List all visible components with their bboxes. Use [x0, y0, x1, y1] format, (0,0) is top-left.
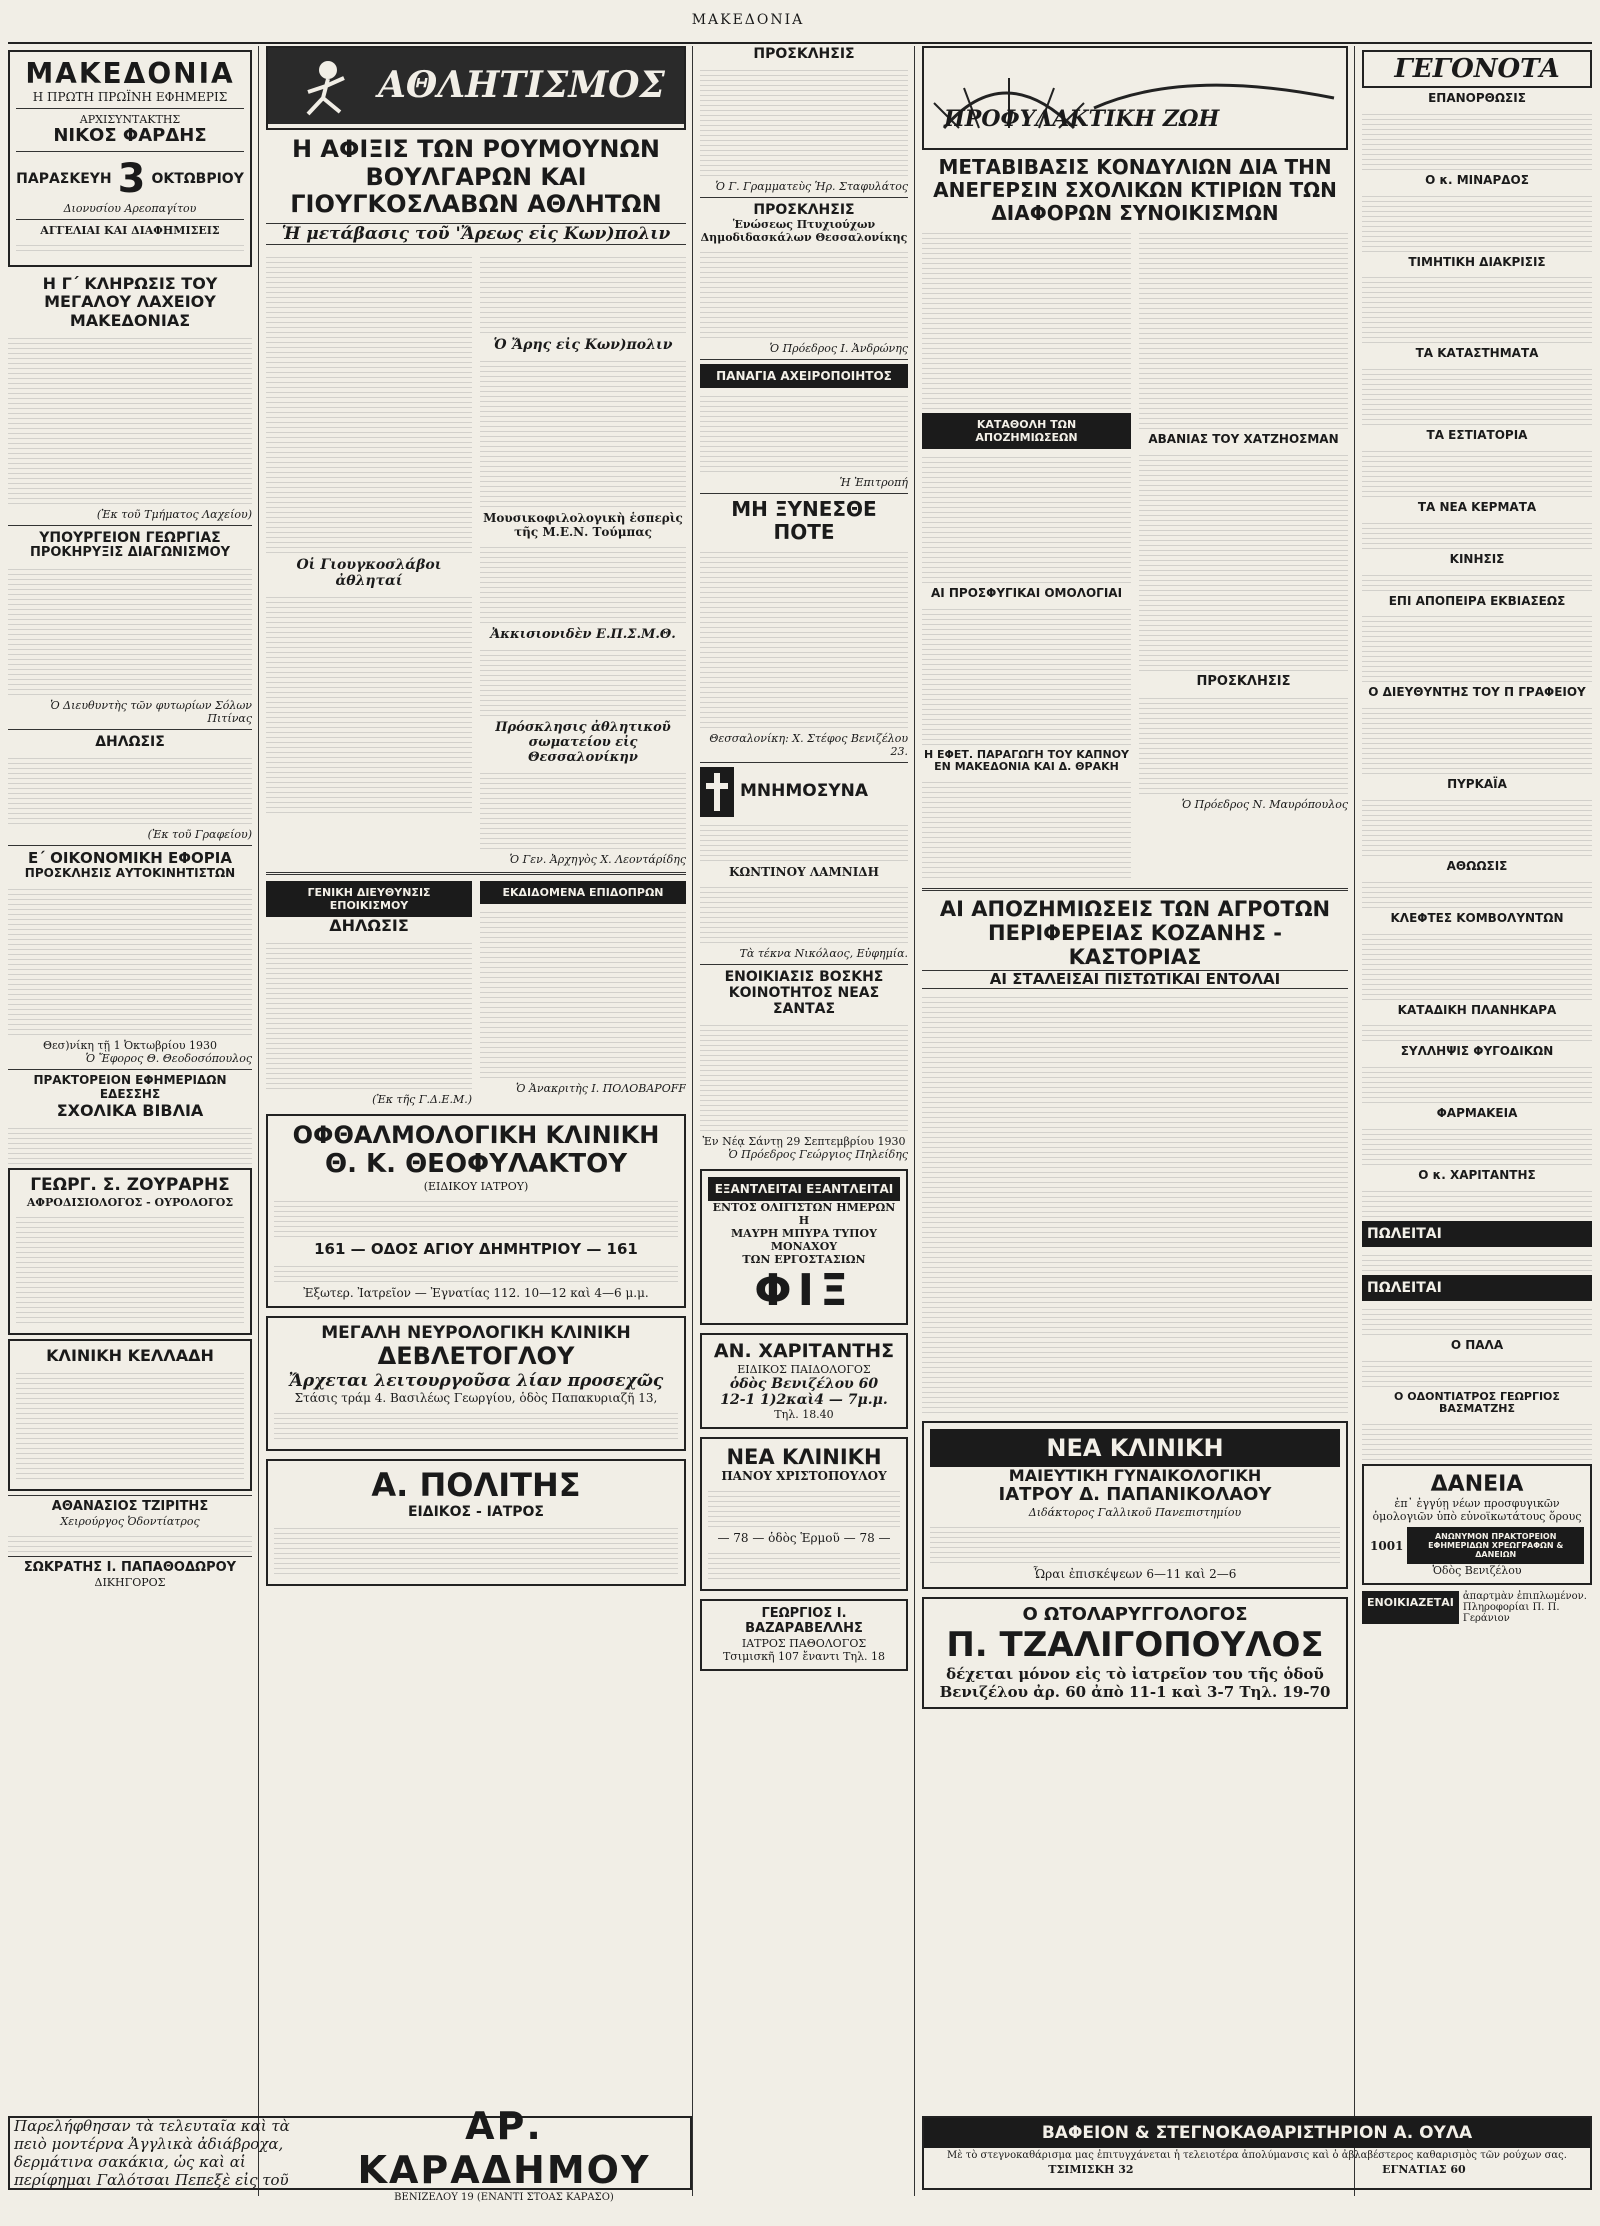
dyeworks-ad	[922, 2116, 1592, 2190]
ophthalmology-specialty: (ΕΙΔΙΚΟΥ ΙΑΤΡΟΥ)	[423, 1179, 529, 1193]
fix-sold-out: ΕΞΑΝΤΛΕΙΤΑΙ ΕΞΑΝΤΛΕΙΤΑΙ	[708, 1177, 900, 1201]
church-signature: Ἡ Ἐπιτροπή	[839, 476, 908, 490]
compensations-subhead: ΚΑΤΑΘΟΛΗ ΤΩΝ ΑΠΟΖΗΜΙΩΣΕΩΝ	[922, 413, 1131, 449]
charitantis-address: ὁδὸς Βενιζέλου 60	[729, 1375, 879, 1392]
neurology-name: ΔΕΒΛΕΤΟΓΛΟΥ	[377, 1342, 575, 1371]
declaration-signature: (Ἐκ τοῦ Γραφείου)	[147, 828, 252, 842]
dyeworks-address-1: ΤΣΙΜΙΣΚΗ 32	[1048, 2163, 1134, 2176]
tziritis-specialty: Χειρούργος Ὀδοντίατρος	[60, 1515, 200, 1529]
column-rule	[258, 46, 259, 2196]
date-number: 3	[117, 155, 146, 202]
invitation-subhead: ΠΡΟΣΚΛΗΣΙΣ	[1196, 673, 1291, 689]
fix-line-2: ΕΝΤΟΣ ΟΛΙΓΙΣΤΩΝ ΗΜΕΡΩΝ Η	[712, 1201, 896, 1228]
events-head-7: ΚΙΝΗΣΙΣ	[1449, 551, 1505, 566]
dyeworks-heading: ΒΑΦΕΙΟΝ & ΣΤΕΓΝΟΚΑΘΑΡΙΣΤΗΡΙΟΝ Α. ΟΥΛΑ	[924, 2118, 1590, 2148]
events-head-16: Ο κ. ΧΑΡΙΤΑΝΤΗΣ	[1418, 1167, 1536, 1182]
never-heading: ΜΗ ΞΥΝΕΣΘΕ ΠΟΤΕ	[731, 497, 877, 545]
events-head-12: ΚΛΕΦΤΕΣ ΚΟΜΒΟΛΥΝΤΩΝ	[1390, 910, 1564, 925]
zourar-ad	[8, 1168, 252, 1335]
karadimos-address: ΒΕΝΙΖΕΛΟΥ 19 (ΕΝΑΝΤΙ ΣΤΟΑΣ ΚΑΡΑΣΟ)	[394, 2191, 614, 2203]
politis-ad	[266, 1459, 686, 1586]
tax-date: Θεσ)νίκη τῇ 1 Ὀκτωβρίου 1930	[42, 1039, 218, 1053]
editor-role: ΑΡΧΙΣΥΝΤΑΚΤΗΣ	[79, 113, 181, 127]
vazaravellis-address: Τσιμισκῆ 107 ἔναντι Τηλ. 18	[722, 1649, 886, 1663]
masthead-box	[8, 50, 252, 267]
fix-brand: ΦΙΞ	[754, 1265, 854, 1317]
published-notices-signature: Ὁ Ἀνακριτὴς Ι. ΠΟΛΟΒΑΡΟFF	[516, 1081, 686, 1095]
column-rule	[914, 46, 915, 2196]
karadimos-text: Παρελήφθησαν τὰ τελευταῖα καὶ τὰ πειὸ μοντέρνα Ἀγγλικὰ ἀδιάβροχα, δερμάτινα σακάκια, ὡς καὶ αἱ περίφημαι Γαλότσαι Πεπεξὲ εἰς τοῦ	[14, 2117, 290, 2189]
subhead-invitation: Πρόσκλησις ἀθλητικοῦ σωματείου εἰς Θεσσαλονίκην	[495, 719, 671, 765]
karadimos-ad	[8, 2103, 692, 2203]
column-2	[266, 46, 686, 2106]
saint-of-day: Διονυσίου Αρεοπαγίτου	[63, 201, 197, 215]
maternity-clinic-type: ΜΑΙΕΥΤΙΚΗ ΓΥΝΑΙΚΟΛΟΓΙΚΗ	[1008, 1465, 1262, 1485]
dyeworks-text: Μὲ τὸ στεγνοκαθάρισμα μας ἐπιτυγχάνεται ἡ τελειοτέρα ἀπολύμανσις καὶ ὁ ἀβλαβέστερος καθαρισμὸς τῶν ρούχων σας.	[947, 2150, 1567, 2161]
masthead: ΜΑΚΕΔΟΝΙΑ	[691, 12, 805, 28]
maternity-clinic-doctor: ΙΑΤΡΟΥ Δ. ΠΑΠΑΝΙΚΟΛΑΟΥ	[998, 1484, 1272, 1506]
loans-ad	[1362, 1464, 1592, 1585]
invitation-2-signature: Ὁ Πρόεδρος Ι. Ἀνδρώνης	[769, 342, 908, 356]
charitantis-hours: 12-1 1)2καὶ4 — 7μ.μ.	[720, 1391, 888, 1408]
neurology-opening: Ἄρχεται λειτουργοῦσα λίαν προσεχῶς	[288, 1371, 664, 1392]
maternity-clinic-hours: Ὧραι ἐπισκέψεων 6—11 καὶ 2—6	[1033, 1566, 1237, 1581]
column-5	[1362, 46, 1592, 2106]
for-sale-1: ΠΩΛΕΙΤΑΙ	[1362, 1221, 1592, 1247]
vazaravellis-specialty: ΙΑΤΡΟΣ ΠΑΘΟΛΟΓΟΣ	[741, 1636, 867, 1650]
cross-icon	[700, 767, 734, 817]
new-clinic-title: ΝΕΑ ΚΛΙΝΙΚΗ	[726, 1444, 882, 1469]
events-head-14: ΣΥΛΛΗΨΙΣ ΦΥΓΟΔΙΚΩΝ	[1400, 1044, 1554, 1059]
events-head-9: Ο ΔΙΕΥΘΥΝΤΗΣ ΤΟΥ Π ΓΡΑΦΕΙΟΥ	[1368, 685, 1586, 700]
published-notices-heading: ΕΚΔΙΔΟΜΕΝΑ ΕΠΙΔΟΠΡΩΝ	[480, 881, 686, 904]
sports-banner	[266, 46, 686, 130]
dyeworks-address-2: ΕΓΝΑΤΙΑΣ 60	[1382, 2163, 1466, 2176]
rental-text: ἀπαρτμὰν ἐπιπλωμένον. Πληροφορίαι Π. Π. Γεράνιον	[1462, 1591, 1587, 1625]
fix-beer-ad	[700, 1169, 908, 1325]
events-head-11: ΑΘΩΩΣΙΣ	[1446, 858, 1508, 873]
settlement-directorate-heading: ΓΕΝΙΚΗ ΔΙΕΥΘΥΝΣΙΣ ΕΠΟΙΚΙΣΜΟΥ	[266, 881, 472, 917]
editor-name: ΝΙΚΟΣ ΦΑΡΔΗΣ	[53, 125, 207, 147]
never-signature: Θεσσαλονίκη: Χ. Στέφος Βενιζέλου 23.	[709, 732, 908, 759]
dentist-heading: Ο ΟΔΟΝΤΙΑΤΡΟΣ ΓΕΩΡΓΙΟΣ ΒΑΣΜΑΤΖΗΣ	[1394, 1389, 1560, 1416]
memorial-heading: ΜΝΗΜΟΣΥΝΑ	[740, 781, 869, 802]
politis-specialty: ΕΙΔΙΚΟΣ - ΙΑΤΡΟΣ	[407, 1503, 544, 1520]
sports-headline: Η ΑΦΙΞΙΣ ΤΩΝ ΡΟΥΜΟΥΝΩΝ ΒΟΥΛΓΑΡΩΝ ΚΑΙ ΓΙΟΥΓΚΟΣΛΑΒΩΝ ΑΘΛΗΤΩΝ	[290, 135, 662, 219]
neurology-title: ΜΕΓΑΛΗ ΝΕΥΡΟΛΟΓΙΚΗ ΚΛΙΝΙΚΗ	[321, 1322, 631, 1343]
bottom-ads-row	[8, 2103, 1592, 2203]
kellad-clinic-name: ΚΛΙΝΙΚΗ ΚΕΛΛΑΔΗ	[46, 1345, 214, 1365]
pasture-lease-heading: ΕΝΟΙΚΙΑΣΙΣ ΒΟΣΚΗΣ ΚΟΙΝΟΤΗΤΟΣ ΝΕΑΣ ΣΑΝΤΑΣ	[724, 969, 884, 1018]
tax-office-heading: Ε΄ ΟΙΚΟΝΟΜΙΚΗ ΕΦΟΡΙΑ	[28, 849, 232, 868]
new-clinic-doctor: ΠΑΝΟΥ ΧΡΙΣΤΟΠΟΥΛΟΥ	[721, 1469, 887, 1484]
events-head-10: ΠΥΡΚΑΪΑ	[1447, 777, 1507, 792]
ent-name: Π. ΤΖΑΛΙΓΟΠΟΥΛΟΣ	[946, 1624, 1324, 1665]
charitantis-phone: Τηλ. 18.40	[774, 1407, 834, 1421]
paper-title: ΜΑΚΕΔΟΝΙΑ	[25, 57, 235, 90]
events-head-17: Ο ΠΑΛΑ	[1450, 1337, 1504, 1352]
zourar-name: ΓΕΩΡΓ. Σ. ΖΟΥΡΑΡΗΣ	[30, 1175, 230, 1196]
memorial-block	[700, 767, 908, 817]
events-head-15: ΦΑΡΜΑΚΕΙΑ	[1436, 1106, 1518, 1121]
notices-row	[266, 881, 686, 1106]
tax-signature: Ὁ Ἔφορος Θ. Θεοδοσόπουλος	[85, 1052, 252, 1066]
events-head-2: Ο κ. ΜΙΝΑΡΔΟΣ	[1425, 172, 1529, 187]
ent-line-1: δέχεται μόνον εἰς τὸ ἰατρεῖον του τῆς ὁδοῦ	[946, 1664, 1324, 1683]
ads-heading: ΑΓΓΕΛΙΑΙ ΚΑΙ ΔΙΑΦΗΜΙΣΕΙΣ	[40, 223, 220, 237]
subhead-yugoslavs: Οἱ Γιουγκοσλάβοι ἀθληταί	[296, 556, 442, 589]
kellad-clinic-ad	[8, 1339, 252, 1491]
issue-date	[16, 156, 244, 202]
contest-heading: ΠΡΟΚΗΡΥΞΙΣ ΔΙΑΓΩΝΙΣΜΟΥ	[29, 545, 231, 561]
declaration-heading: ΔΗΛΩΣΙΣ	[95, 734, 165, 751]
tobacco-subhead: Η ΕΦΕΤ. ΠΑΡΑΓΩΓΗ ΤΟΥ ΚΑΠΝΟΥ ΕΝ ΜΑΚΕΔΟΝΙΑ ΚΑΙ Δ. ΘΡΑΚΗ	[923, 747, 1130, 774]
pasture-lease-signature: Ὁ Πρόεδρος Γεώργιος Πηλείδης	[728, 1148, 908, 1162]
tziritis-name: ΑΘΑΝΑΣΙΟΣ ΤΖΙΡΙΤΗΣ	[51, 1499, 209, 1515]
ministry-heading: ΥΠΟΥΡΓΕΙΟΝ ΓΕΩΡΓΙΑΣ	[39, 530, 221, 547]
funds-headline: ΜΕΤΑΒΙΒΑΣΙΣ ΚΟΝΔΥΛΙΩΝ ΔΙΑ ΤΗΝ ΑΝΕΓΕΡΣΙΝ ΣΧΟΛΙΚΩΝ ΚΤΙΡΙΩΝ ΤΩΝ ΔΙΑΦΟΡΩΝ ΣΥΝΟΙΚΙΣΜΩΝ	[933, 155, 1337, 225]
charitantis-specialty: ΕΙΔΙΚΟΣ ΠΑΙΔΟΛΟΓΟΣ	[737, 1362, 871, 1376]
events-head-1: ΕΠΑΝΟΡΘΩΣΙΣ	[1428, 91, 1526, 105]
top-border	[8, 8, 1592, 44]
fix-line-4: ΤΩΝ ΕΡΓΟΣΤΑΣΙΩΝ	[742, 1253, 866, 1267]
sports-signature: Ὁ Γεν. Ἀρχηγὸς Χ. Λεοντάρίδης	[509, 852, 686, 866]
politis-name: Α. ΠΟΛΙΤΗΣ	[371, 1466, 581, 1505]
events-head-4: ΤΑ ΚΑΤΑΣΤΗΜΑΤΑ	[1415, 346, 1539, 361]
sports-deck: Ἡ μετάβασις τοῦ 'Ἄρεως εἰς Κων)πολιν	[266, 223, 686, 245]
date-month: ΟΚΤΩΒΡΙΟΥ	[151, 170, 244, 187]
events-head-6: ΤΑ ΝΕΑ ΚΕΡΜΑΤΑ	[1417, 499, 1537, 514]
invitation-2-subheading: Ἑνώσεως Πτυχιούχων Δημοδιδασκάλων Θεσσαλονίκης	[700, 218, 908, 245]
subhead-music-evening: Μουσικοφιλολογικὴ ἑσπερὶς τῆς Μ.Ε.Ν. Τούμπας	[483, 510, 683, 539]
ent-line-2: Βενιζέλου ἀρ. 60 ἀπὸ 11-1 καὶ 3-7 Τηλ. 19-70	[939, 1682, 1331, 1701]
events-head-3: ΤΙΜΗΤΙΚΗ ΔΙΑΚΡΙΣΙΣ	[1408, 254, 1546, 269]
events-head-13: ΚΑΤΑΔΙΚΗ ΠΛΑΝΗΚΑΡΑ	[1397, 1002, 1557, 1017]
events-section-title: ΓΕΓΟΝΟΤΑ	[1394, 54, 1560, 84]
maternity-clinic-credentials: Διδάκτορος Γαλλικοῦ Πανεπιστημίου	[1028, 1505, 1242, 1519]
chatziosman-subhead: ΑΒΑΝΙΑΣ ΤΟΥ ΧΑΤΖΗΟΣΜΑΝ	[1148, 432, 1339, 446]
events-banner	[1362, 50, 1592, 88]
invitation-1-heading: ΠΡΟΣΚΛΗΣΙΣ	[753, 46, 855, 62]
funds-article	[922, 225, 1348, 882]
memorial-name: ΚΩΝΤΙΝΟΥ ΛΑΜΝΙΔΗ	[729, 865, 879, 880]
neurology-address: Στάσις τράμ 4. Βασιλέως Γεωργίου, ὁδὸς Παπακυριαζῆ 13,	[294, 1391, 658, 1406]
ophthalmology-address: 161 — ΟΔΟΣ ΑΓΙΟΥ ΔΗΜΗΤΡΙΟΥ — 161	[314, 1239, 638, 1258]
contest-signature: Ὁ Διευθυντὴς τῶν φυτωρίων Σόλων Πιτίνας	[50, 699, 252, 726]
subhead-aris: Ὁ Ἄρης εἰς Κων)πολιν	[493, 336, 673, 353]
vazaravellis-ad	[700, 1599, 908, 1671]
lottery-heading: Η Γ΄ ΚΛΗΡΩΣΙΣ ΤΟΥ ΜΕΓΑΛΟΥ ΛΑΧΕΙΟΥ ΜΑΚΕΔΟΝΙΑΣ	[42, 273, 218, 330]
health-banner	[922, 46, 1348, 150]
loans-text: ἐπ᾽ ἐγγύῃ νέων προσφυγικῶν ὁμολογιῶν ὑπὸ εὐνοϊκωτάτους ὅρους	[1372, 1497, 1582, 1524]
school-books-heading: ΣΧΟΛΙΚΑ ΒΙΒΛΙΑ	[56, 1100, 204, 1120]
karadimos-brand: ΑΡ. ΚΑΡΑΔΗΜΟΥ	[357, 2103, 651, 2192]
column-rule	[1354, 46, 1355, 2196]
charitantis-ad	[700, 1333, 908, 1429]
events-head-8: ΕΠΙ ΑΠΟΠΕΙΡΑ ΕΚΒΙΑΣΕΩΣ	[1388, 593, 1566, 608]
sports-article	[266, 249, 686, 866]
loans-address: Ὁδὸς Βενιζέλου	[1432, 1564, 1522, 1578]
ent-title: Ο ΩΤΟΛΑΡΥΓΓΟΛΟΓΟΣ	[1022, 1603, 1248, 1625]
ophthalmology-doctor: Θ. Κ. ΘΕΟΦΥΛΑΚΤΟΥ	[324, 1148, 628, 1179]
ophthalmology-hours: Ἐξωτερ. Ἰατρεῖον — Ἐγνατίας 112. 10—12 καὶ 4—6 μ.μ.	[303, 1285, 649, 1300]
column-4	[922, 46, 1348, 2106]
neurology-ad	[266, 1316, 686, 1451]
lawyer-title: ΔΙΚΗΓΟΡΟΣ	[94, 1576, 166, 1590]
column-rule	[692, 46, 693, 2196]
church-heading: ΠΑΝΑΓΙΑ ΑΧΕΙΡΟΠΟΙΗΤΟΣ	[700, 364, 908, 388]
ent-ad	[922, 1597, 1348, 1709]
column-1	[8, 46, 252, 2106]
pasture-lease-date: Ἐν Νέᾳ Σάντῃ 29 Σεπτεμβρίου 1930	[702, 1135, 906, 1149]
loans-number: 1001	[1370, 1538, 1404, 1553]
ophthalmology-title: ΟΦΘΑΛΜΟΛΟΓΙΚΗ ΚΛΙΝΙΚΗ	[292, 1121, 660, 1150]
bonds-subhead: ΑΙ ΠΡΟΣΦΥΓΙΚΑΙ ΟΜΟΛΟΓΙΑΙ	[930, 586, 1123, 600]
new-clinic-address: — 78 — ὁδὸς Ἑρμοῦ — 78 —	[717, 1531, 891, 1546]
settlement-signature: (Ἐκ τῆς Γ.Δ.Ε.Μ.)	[372, 1093, 472, 1107]
tax-office-subheading: ΠΡΟΣΚΛΗΣΙΣ ΑΥΤΟΚΙΝΗΤΙΣΤΩΝ	[24, 866, 236, 881]
invitation-signature: Ὁ Πρόεδρος Ν. Μαυρόπουλος	[1181, 797, 1348, 811]
farmers-subheading: ΑΙ ΣΤΑΛΕΙΣΑΙ ΠΙΣΤΩΤΙΚΑΙ ΕΝΤΟΛΑΙ	[922, 970, 1348, 989]
maternity-clinic-title: ΝΕΑ ΚΛΙΝΙΚΗ	[930, 1429, 1340, 1467]
column-3	[700, 46, 908, 2106]
ophthalmology-ad	[266, 1114, 686, 1308]
rental-heading: ΕΝΟΙΚΙΑΖΕΤΑΙ	[1362, 1591, 1459, 1624]
zourar-specialty: ΑΦΡΟΔΙΣΙΟΛΟΓΟΣ - ΟΥΡΟΛΟΓΟΣ	[26, 1195, 234, 1209]
rental-notice	[1362, 1591, 1592, 1624]
farmers-headline-2: ΠΕΡΙΦΕΡΕΙΑΣ ΚΟΖΑΝΗΣ - ΚΑΣΤΟΡΙΑΣ	[988, 921, 1282, 970]
invitation-1-signature: Ὁ Γ. Γραμματεὺς Ἡρ. Σταφυλάτος	[715, 180, 908, 194]
memorial-signature: Τὰ τέκνα Νικόλαος, Εὐφημία.	[739, 947, 908, 961]
maternity-clinic-ad	[922, 1421, 1348, 1589]
loans-heading: ΔΑΝΕΙΑ	[1430, 1471, 1524, 1497]
subhead-epsmth: Ἀκκισιονιδὲν Ε.Π.Σ.Μ.Θ.	[490, 626, 676, 642]
charitantis-name: ΑΝ. ΧΑΡΙΤΑΝΤΗΣ	[713, 1340, 895, 1363]
newspaper-page	[8, 8, 1592, 2208]
fix-line-3: ΜΑΥΡΗ ΜΠΥΡΑ ΤΥΠΟΥ ΜΟΝΑΧΟΥ	[731, 1227, 877, 1254]
for-sale-2: ΠΩΛΕΙΤΑΙ	[1362, 1275, 1592, 1301]
lottery-signature: (Ἐκ τοῦ Τμήματος Λαχείου)	[96, 508, 252, 522]
settlement-declaration-heading: ΔΗΛΩΣΙΣ	[329, 915, 409, 935]
paper-subtitle: Η ΠΡΩΤΗ ΠΡΩΪΝΗ ΕΦΗΜΕΡΙΣ	[32, 90, 228, 105]
farmers-headline-1: ΑΙ ΑΠΟΖΗΜΙΩΣΕΙΣ ΤΩΝ ΑΓΡΟΤΩΝ	[939, 897, 1331, 922]
invitation-2-heading: ΠΡΟΣΚΛΗΣΙΣ	[753, 202, 855, 219]
new-clinic-ad	[700, 1437, 908, 1591]
health-section-title: ΠΡΟΦΥΛΑΚΤΙΚΗ ΖΩΗ	[944, 106, 1220, 132]
loans-agency: ΑΝΩΝΥΜΟΝ ΠΡΑΚΤΟΡΕΙΟΝ ΕΦΗΜΕΡΙΔΩΝ ΧΡΕΩΓΡΑΦΩΝ & ΔΑΝΕΙΩΝ	[1407, 1527, 1584, 1564]
vazaravellis-name: ΓΕΩΡΓΙΟΣ Ι. ΒΑΖΑΡΑΒΕΛΛΗΣ	[745, 1606, 863, 1636]
date-day: ΠΑΡΑΣΚΕΥΗ	[16, 170, 112, 187]
sports-section-title: ΑΘΛΗΤΙΣΜΟΣ	[378, 64, 665, 106]
lawyer-name: ΣΩΚΡΑΤΗΣ Ι. ΠΑΠΑΘΟΔΩΡΟΥ	[23, 1560, 237, 1576]
bookshop-heading: ΠΡΑΚΤΟΡΕΙΟΝ ΕΦΗΜΕΡΙΔΩΝ ΕΔΕΣΣΗΣ	[33, 1073, 227, 1102]
events-head-5: ΤΑ ΕΣΤΙΑΤΟΡΙΑ	[1426, 428, 1528, 443]
